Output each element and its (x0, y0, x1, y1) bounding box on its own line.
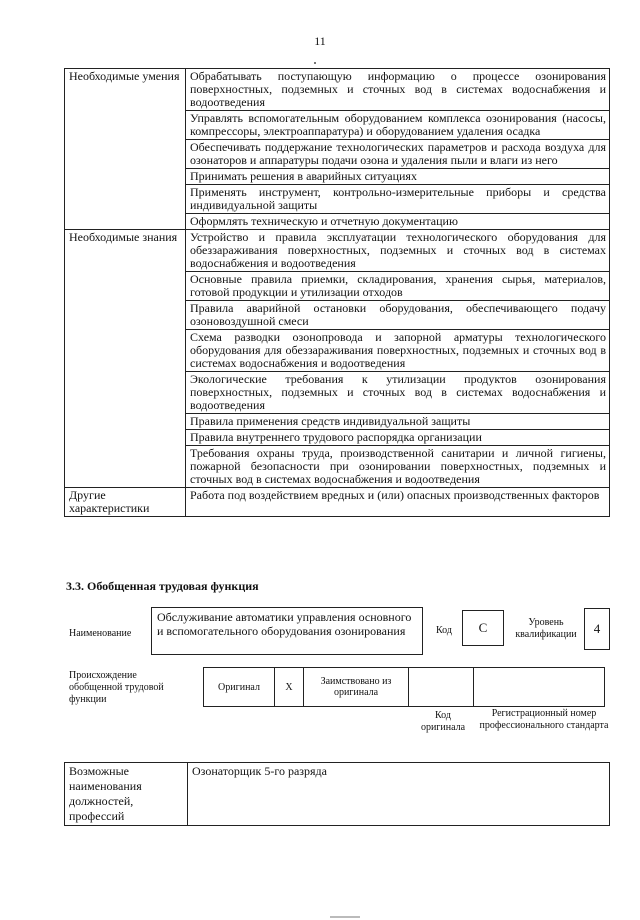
knowledge-item: Правила аварийной остановки оборудования, обеспечивающего подачу озоновоздушной смеси (186, 301, 610, 330)
knowledge-item: Правила внутреннего трудового распорядка организации (186, 430, 610, 446)
scan-dot (314, 62, 316, 64)
level-field: 4 (584, 608, 610, 650)
original-code-cell (409, 668, 474, 707)
skill-item: Оформлять техническую и отчетную документацию (186, 214, 610, 230)
skill-item: Применять инструмент, контрольно-измерительные приборы и средства индивидуальной защиты (186, 185, 610, 214)
other-label: Другие характеристики (65, 488, 186, 517)
competency-table (64, 68, 610, 517)
table-row (65, 69, 610, 111)
original-mark: X (275, 668, 304, 707)
knowledge-item: Основные правила приемки, складирования, хранения сырья, материалов, готовой продукции и утилизации отходов (186, 272, 610, 301)
code-label: Код (436, 625, 452, 636)
function-name-field: Обслуживание автоматики управления основного и вспомогательного оборудования озонирования (151, 607, 423, 655)
knowledge-item: Схема разводки озонопровода и запорной арматуры технологического оборудования для обеззараживания поверхностных, подземных и сточных вод в системах водоснабжения и водоотведения (186, 330, 610, 372)
scan-mark (330, 916, 360, 918)
positions-table (64, 762, 610, 826)
original-cell: Оригинал (204, 668, 275, 707)
skills-label: Необходимые умения (65, 69, 186, 230)
origin-label: Происхождение обобщенной трудовой функции (69, 670, 164, 705)
skill-item: Обрабатывать поступающую информацию о процессе озонирования поверхностных, подземных и сточных вод в системах водоснабжения и водоотведения (186, 69, 610, 111)
origin-table (203, 667, 605, 707)
skill-item: Обеспечивать поддержание технологических параметров и расхода воздуха для озонаторов и аппаратуры подачи озона и удаления пыли и влаги из него (186, 140, 610, 169)
code-field: С (462, 610, 504, 646)
borrowed-cell: Заимствовано из оригинала (304, 668, 409, 707)
other-item: Работа под воздействием вредных и (или) опасных производственных факторов (186, 488, 610, 517)
skill-item: Принимать решения в аварийных ситуациях (186, 169, 610, 185)
section-title: 3.3. Обобщенная трудовая функция (66, 579, 259, 593)
skill-item: Управлять вспомогательным оборудованием комплекса озонирования (насосы, компрессоры, электроаппаратура) и оборудованием удаления осадка (186, 111, 610, 140)
table-row (65, 230, 610, 272)
table-row (65, 763, 610, 826)
original-code-caption: Код оригинала (420, 710, 466, 733)
knowledge-item: Устройство и правила эксплуатации технологического оборудования для обеззараживания поверхностных, подземных и сточных вод в системах водоснабжения и водоотведения (186, 230, 610, 272)
level-label: Уровень квалификации (515, 617, 577, 640)
registration-caption: Регистрационный номер профессионального стандарта (479, 708, 609, 731)
positions-value: Озонаторщик 5-го разряда (188, 763, 610, 826)
knowledge-item: Экологические требования к утилизации продуктов озонирования поверхностных, подземных и сточных вод в системах водоснабжения и водоотведения (186, 372, 610, 414)
knowledge-label: Необходимые знания (65, 230, 186, 488)
knowledge-item: Требования охраны труда, производственной санитарии и личной гигиены, пожарной безопасности при озонировании поверхностных, подземных и сточных вод в системах водоснабжения и водоотведения (186, 446, 610, 488)
positions-label: Возможные наименования должностей, профессий (65, 763, 188, 826)
knowledge-item: Правила применения средств индивидуальной защиты (186, 414, 610, 430)
table-row (204, 668, 605, 707)
registration-number-cell (474, 668, 605, 707)
name-label: Наименование (69, 628, 132, 639)
page-number: 11 (314, 34, 326, 48)
table-row (65, 488, 610, 517)
